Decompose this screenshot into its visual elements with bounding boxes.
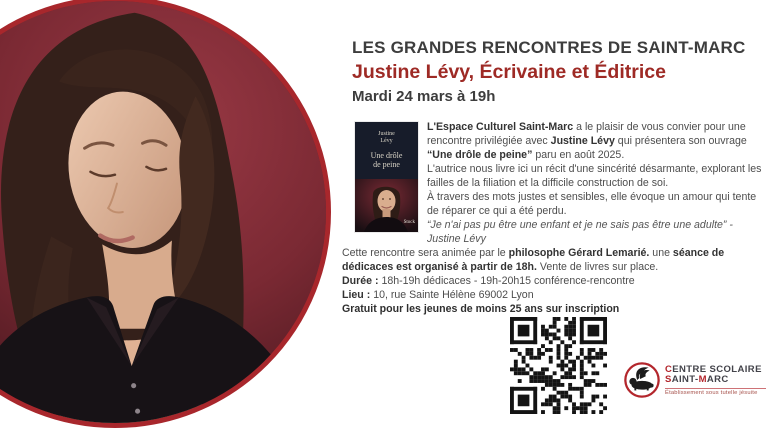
book-cover <box>355 122 418 232</box>
event-details <box>342 38 766 316</box>
host-name: philosophe Gérard Lemarié. <box>508 247 650 259</box>
synopsis-paragraph-1: L'autrice nous livre ici un récit d'une sincérité désarmante, explorant les failles de la filiation et la difficile construction de soi. <box>427 163 762 189</box>
registration-qr-code <box>510 317 607 414</box>
speaker-portrait-ring <box>0 0 331 428</box>
qr-code-icon <box>510 317 607 414</box>
book-cover-author <box>355 122 418 145</box>
speaker-name: Justine Lévy <box>550 135 615 147</box>
book-title: “Une drôle de peine” <box>427 149 533 161</box>
book-cover-author-line1: Justine <box>378 131 395 137</box>
duration-label: Durée : <box>342 275 379 287</box>
event-datetime: Mardi 24 mars à 19h <box>352 88 496 105</box>
logo-divider <box>665 388 766 389</box>
book-cover-title-line1: Une drôle <box>370 151 403 160</box>
event-description <box>342 120 766 316</box>
winged-lion-icon <box>623 361 661 399</box>
book-publisher: Stock <box>403 220 415 225</box>
free-admission-notice: Gratuit pour les jeunes de moins 25 ans sur inscription <box>342 303 620 315</box>
book-cover-title <box>355 151 418 169</box>
location-label: Lieu : <box>342 289 371 301</box>
venue-name: L'Espace Culturel Saint-Marc <box>427 121 574 133</box>
school-logo <box>623 361 766 399</box>
logo-tagline: Établissement sous tutelle jésuite <box>665 389 758 396</box>
school-logo-text <box>665 365 766 396</box>
book-cover-title-line2: de peine <box>373 160 400 169</box>
intro-paragraph: L'Espace Culturel Saint-Marc a le plaisir de vous convier pour une rencontre privilégiée avec Justine Lévy qui présentera son ouvrage “Une drôle de peine” paru en août 2025. <box>427 121 747 161</box>
signing-session: séance de dédicaces est organisé à partir de 18h. <box>342 247 725 273</box>
duration-value: 18h-19h dédicaces - 19h-20h15 conférence-rencontre <box>378 275 635 287</box>
location-value: 10, rue Sainte Hélène 69002 Lyon <box>370 289 534 301</box>
speaker-name-title: Justine Lévy, Écrivaine et Éditrice <box>352 61 666 83</box>
book-cover-front <box>355 122 418 179</box>
logo-name-line1: CENTRE SCOLAIRE <box>665 363 762 375</box>
book-cover-photo <box>355 179 418 232</box>
logo-name-line2: SAINT-MARC <box>665 374 729 385</box>
book-cover-author-line2: Lévy <box>380 138 393 144</box>
author-quote: “Je n'ai pas pu être une enfant et je ne sais pas être une adulte” - Justine Lévy <box>427 219 733 245</box>
series-title: LES GRANDES RENCONTRES DE SAINT-MARC <box>352 38 746 57</box>
synopsis-paragraph-2: À travers des mots justes et sensibles, elle évoque un amour qui tente de réparer ce qui a été perdu. <box>427 191 757 217</box>
duration-line <box>342 274 766 288</box>
speaker-portrait <box>0 1 326 423</box>
location-line <box>342 288 766 302</box>
host-paragraph: Cette rencontre sera animée par le philosophe Gérard Lemarié. une séance de dédicaces est organisé à partir de 18h. Vente de livres sur place. <box>342 247 725 273</box>
